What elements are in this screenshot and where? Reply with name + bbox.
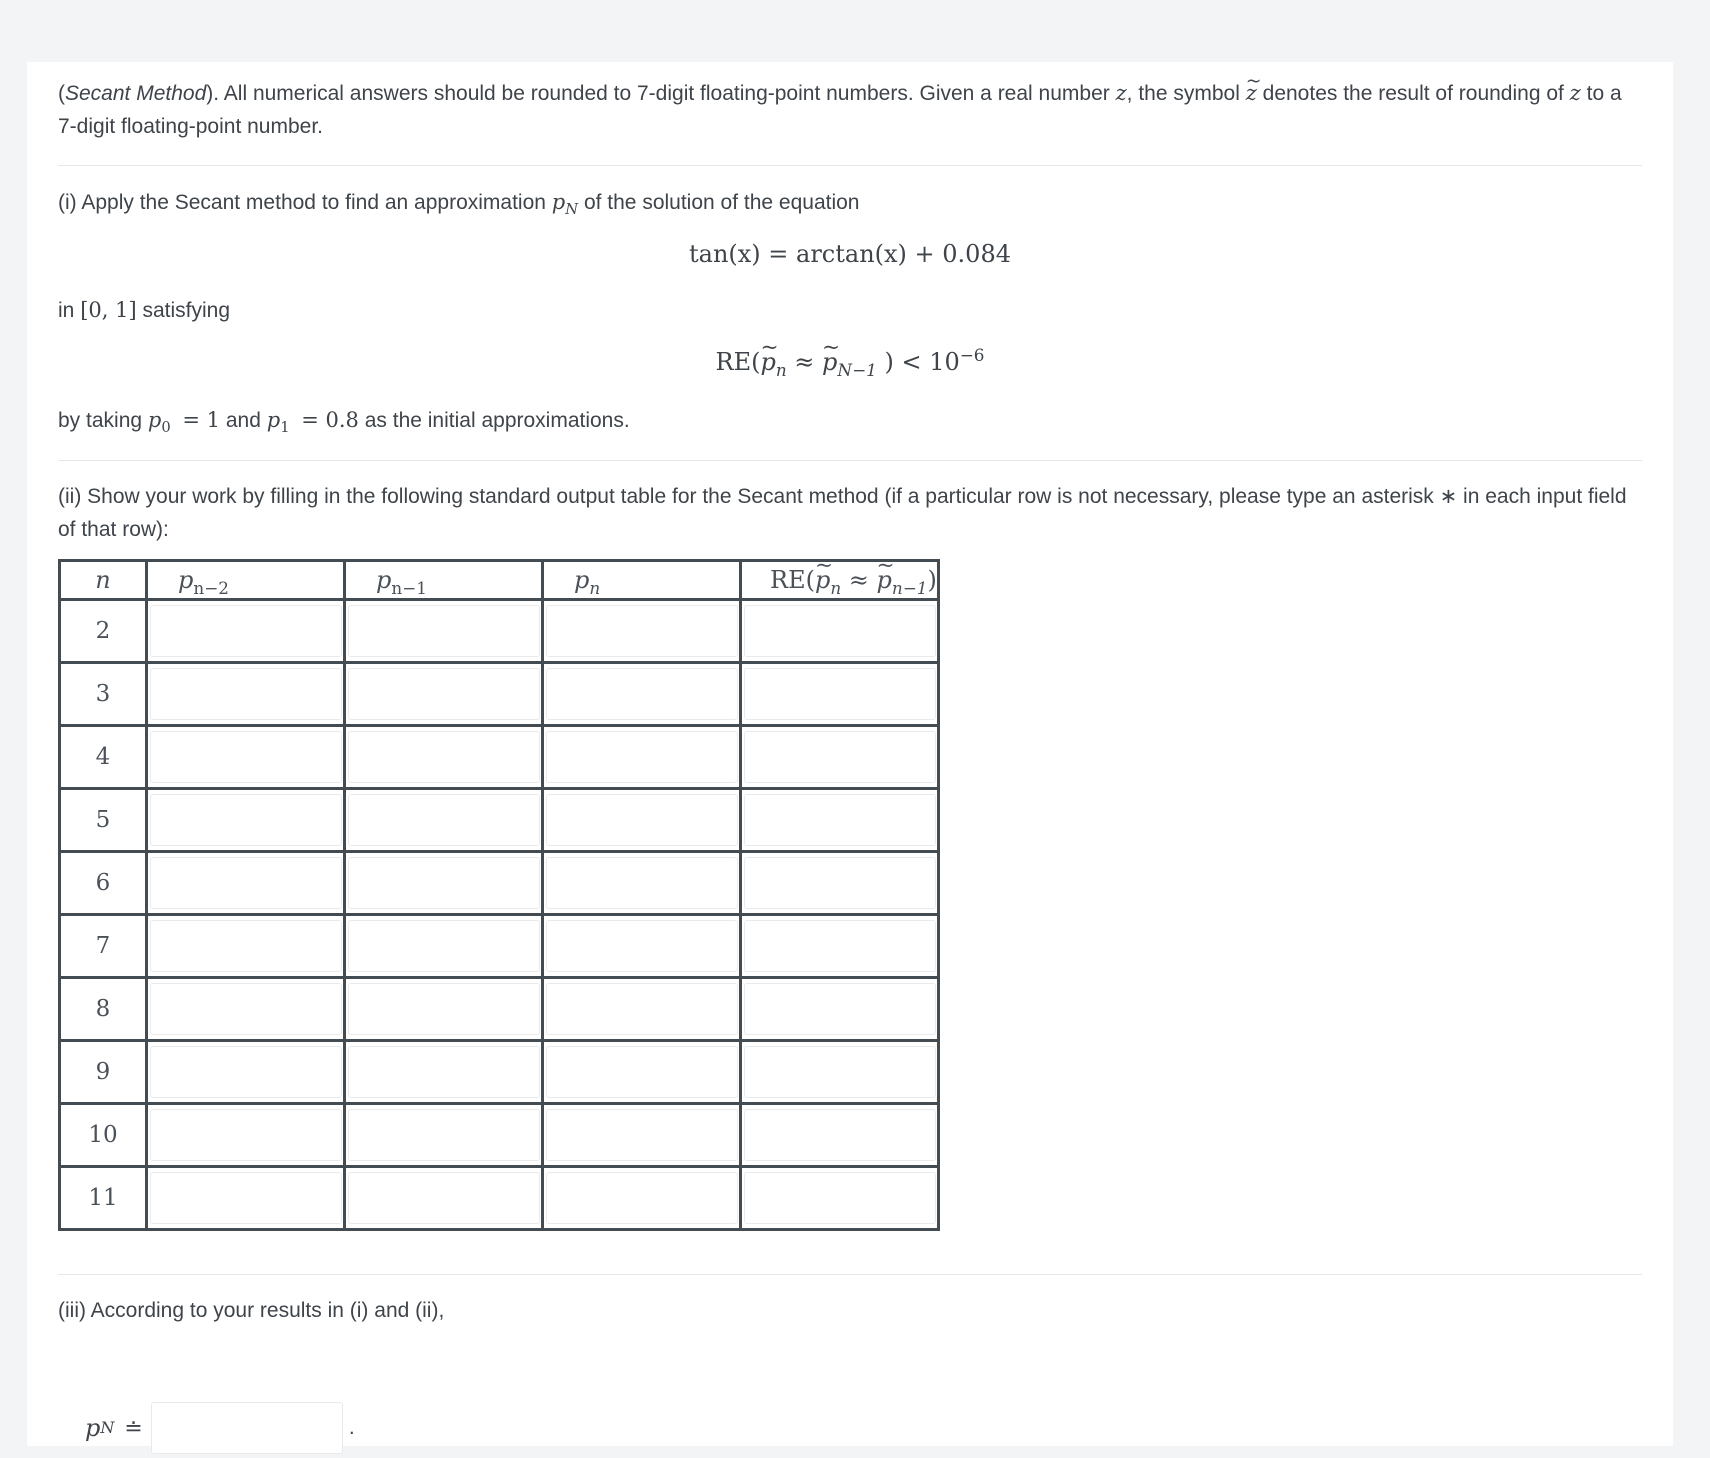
cell-p-n-minus-1 xyxy=(345,978,543,1041)
p-n-input[interactable] xyxy=(546,1046,738,1098)
cell-p-n-minus-1 xyxy=(345,1041,543,1104)
cell-p-n xyxy=(543,663,741,726)
p-n-minus-2-input[interactable] xyxy=(150,668,342,720)
cell-p-n-minus-2 xyxy=(147,726,345,789)
cell-p-n-minus-1 xyxy=(345,600,543,663)
initial-approximations: by taking $p_0 = 1$ and $p_1 = 0.8$ as the initial approximations. xyxy=(58,408,630,437)
relative-error-input[interactable] xyxy=(744,731,936,783)
p-n-input[interactable] xyxy=(546,857,738,909)
row-index: 3 xyxy=(60,663,147,726)
relative-error-input[interactable] xyxy=(744,1046,936,1098)
p-n-minus-2-input[interactable] xyxy=(150,1172,342,1224)
table-row xyxy=(60,600,939,663)
p-n-minus-1-input[interactable] xyxy=(348,1172,540,1224)
cell-p-n-minus-1 xyxy=(345,1167,543,1230)
cell-p-n-minus-1 xyxy=(345,789,543,852)
p-n-minus-2-input[interactable] xyxy=(150,794,342,846)
p-n-minus-1-input[interactable] xyxy=(348,983,540,1035)
p-n-minus-2-input[interactable] xyxy=(150,731,342,783)
cell-relative-error xyxy=(741,1041,939,1104)
cell-p-n-minus-2 xyxy=(147,789,345,852)
table-row xyxy=(60,726,939,789)
table-header-row xyxy=(60,561,939,600)
header-relative-error: RE(~ $p_n$ ≈ ~ $p_{n-1}$) xyxy=(741,561,939,600)
cell-p-n-minus-2 xyxy=(147,1104,345,1167)
row-index: 9 xyxy=(60,1041,147,1104)
part3-intro: (iii) According to your results in (i) and (ii), xyxy=(58,1299,445,1322)
table-row xyxy=(60,1104,939,1167)
p-n-input[interactable] xyxy=(546,668,738,720)
cell-p-n xyxy=(543,600,741,663)
pN-answer-input[interactable] xyxy=(151,1402,343,1454)
cell-p-n-minus-1 xyxy=(345,1104,543,1167)
table-body xyxy=(60,600,939,1230)
p-n-input[interactable] xyxy=(546,983,738,1035)
cell-p-n xyxy=(543,1041,741,1104)
cell-relative-error xyxy=(741,1167,939,1230)
cell-p-n-minus-1 xyxy=(345,915,543,978)
row-index: 2 xyxy=(60,600,147,663)
p-n-minus-2-input[interactable] xyxy=(150,983,342,1035)
table-row xyxy=(60,852,939,915)
cell-relative-error xyxy=(741,978,939,1041)
relative-error-input[interactable] xyxy=(744,983,936,1035)
cell-p-n xyxy=(543,789,741,852)
cell-p-n-minus-2 xyxy=(147,978,345,1041)
cell-p-n-minus-1 xyxy=(345,663,543,726)
header-n: n xyxy=(60,561,147,600)
p-n-input[interactable] xyxy=(546,605,738,657)
cell-p-n xyxy=(543,852,741,915)
relative-error-input[interactable] xyxy=(744,920,936,972)
stopping-criterion: RE(~ $p_n$ ≈ ~ $p_{N-1}$ ) < $10^{-6}$ xyxy=(58,348,1642,376)
divider xyxy=(58,1274,1642,1275)
header-p-n-minus-1: $p_{n-1}$ xyxy=(345,561,543,600)
p-n-minus-1-input[interactable] xyxy=(348,605,540,657)
cell-p-n-minus-2 xyxy=(147,600,345,663)
intro-paragraph: (Secant Method). All numerical answers should be rounded to 7-digit floating-point numbers. Given a real number z, the symbol ~ z denotes the result of rounding of z to a 7-digit floating-point number. xyxy=(58,77,1642,143)
cell-relative-error xyxy=(741,600,939,663)
cell-p-n xyxy=(543,1167,741,1230)
table-row xyxy=(60,1041,939,1104)
cell-p-n-minus-1 xyxy=(345,726,543,789)
cell-p-n xyxy=(543,726,741,789)
table-row xyxy=(60,1167,939,1230)
relative-error-input[interactable] xyxy=(744,794,936,846)
cell-relative-error xyxy=(741,915,939,978)
row-index: 4 xyxy=(60,726,147,789)
p-n-minus-1-input[interactable] xyxy=(348,794,540,846)
p-n-minus-1-input[interactable] xyxy=(348,731,540,783)
table-row xyxy=(60,915,939,978)
p-n-input[interactable] xyxy=(546,794,738,846)
row-index: 11 xyxy=(60,1167,147,1230)
divider xyxy=(58,460,1642,461)
cell-p-n xyxy=(543,978,741,1041)
divider xyxy=(58,165,1642,166)
cell-relative-error xyxy=(741,663,939,726)
question-card xyxy=(27,62,1673,1446)
p-n-input[interactable] xyxy=(546,1109,738,1161)
cell-p-n xyxy=(543,915,741,978)
p-n-minus-1-input[interactable] xyxy=(348,1046,540,1098)
relative-error-input[interactable] xyxy=(744,605,936,657)
cell-p-n-minus-2 xyxy=(147,663,345,726)
cell-relative-error xyxy=(741,789,939,852)
cell-p-n-minus-2 xyxy=(147,852,345,915)
p-n-minus-1-input[interactable] xyxy=(348,1109,540,1161)
p-n-minus-1-input[interactable] xyxy=(348,668,540,720)
row-index: 5 xyxy=(60,789,147,852)
p-n-minus-2-input[interactable] xyxy=(150,857,342,909)
p-n-input[interactable] xyxy=(546,920,738,972)
table-row xyxy=(60,663,939,726)
p-n-minus-2-input[interactable] xyxy=(150,1046,342,1098)
row-index: 6 xyxy=(60,852,147,915)
cell-p-n-minus-2 xyxy=(147,915,345,978)
p-n-minus-1-input[interactable] xyxy=(348,920,540,972)
header-p-n-minus-2: $p_{n-2}$ xyxy=(147,561,345,600)
secant-output-table xyxy=(58,559,940,1231)
table-row xyxy=(60,789,939,852)
relative-error-input[interactable] xyxy=(744,1172,936,1224)
part2-instructions: (ii) Show your work by filling in the following standard output table for the Secant method (if a particular row is not necessary, please type an asterisk ∗ in each input field of that row): xyxy=(58,485,1627,541)
row-index: 8 xyxy=(60,978,147,1041)
p-n-minus-1-input[interactable] xyxy=(348,857,540,909)
part1-intro: (i) Apply the Secant method to find an approximation $p_N$ of the solution of the equation xyxy=(58,190,860,219)
cell-p-n-minus-1 xyxy=(345,852,543,915)
p-n-minus-2-input[interactable] xyxy=(150,920,342,972)
method-name: Secant Method xyxy=(65,82,207,105)
final-answer-row: p N ≐ . xyxy=(85,1401,355,1455)
row-index: 7 xyxy=(60,915,147,978)
cell-relative-error xyxy=(741,1104,939,1167)
p-n-input[interactable] xyxy=(546,1172,738,1224)
cell-relative-error xyxy=(741,726,939,789)
interval-line: in [0, 1] satisfying xyxy=(58,298,231,322)
z-tilde-symbol: ~ z xyxy=(1246,77,1257,110)
relative-error-input[interactable] xyxy=(744,857,936,909)
cell-p-n-minus-2 xyxy=(147,1167,345,1230)
row-index: 10 xyxy=(60,1104,147,1167)
relative-error-input[interactable] xyxy=(744,668,936,720)
p-n-minus-2-input[interactable] xyxy=(150,1109,342,1161)
table-row xyxy=(60,978,939,1041)
relative-error-input[interactable] xyxy=(744,1109,936,1161)
p-n-input[interactable] xyxy=(546,731,738,783)
equation: tan(x) = arctan(x) + 0.084 xyxy=(688,240,1011,268)
cell-p-n xyxy=(543,1104,741,1167)
header-p-n: $p_n$ xyxy=(543,561,741,600)
cell-relative-error xyxy=(741,852,939,915)
cell-p-n-minus-2 xyxy=(147,1041,345,1104)
p-n-minus-2-input[interactable] xyxy=(150,605,342,657)
